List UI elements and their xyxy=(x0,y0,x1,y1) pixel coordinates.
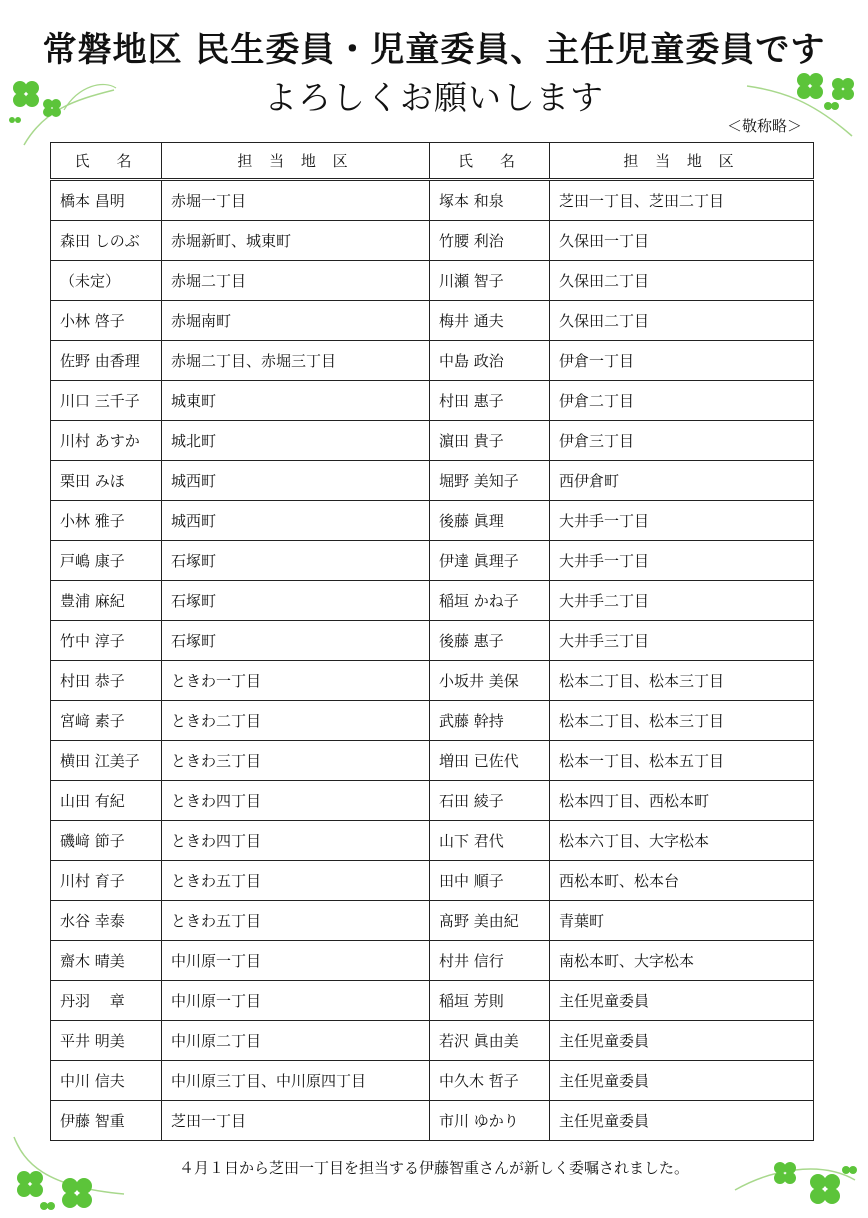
assigned-area-right: 久保田二丁目 xyxy=(550,301,814,341)
assigned-area-left: ときわ一丁目 xyxy=(162,661,430,701)
assigned-area-right: 大井手一丁目 xyxy=(550,501,814,541)
table-row xyxy=(51,821,814,861)
header-area-left: 担 当 地 区 xyxy=(162,143,430,180)
member-name-right: 増田 已佐代 xyxy=(430,741,550,781)
member-name-right: 川瀬 智子 xyxy=(430,261,550,301)
assigned-area-left: ときわ二丁目 xyxy=(162,701,430,741)
table-row xyxy=(51,741,814,781)
assigned-area-right: 久保田二丁目 xyxy=(550,261,814,301)
header-name-right: 氏 名 xyxy=(430,143,550,180)
member-name-right: 若沢 眞由美 xyxy=(430,1021,550,1061)
member-name-left: 横田 江美子 xyxy=(51,741,162,781)
member-name-left: 川口 三千子 xyxy=(51,381,162,421)
assigned-area-left: 城北町 xyxy=(162,421,430,461)
member-name-left: 磯﨑 節子 xyxy=(51,821,162,861)
assigned-area-left: 城西町 xyxy=(162,461,430,501)
assigned-area-left: 中川原一丁目 xyxy=(162,981,430,1021)
member-name-left: 橋本 昌明 xyxy=(51,180,162,221)
assigned-area-right: 大井手一丁目 xyxy=(550,541,814,581)
member-name-left: 水谷 幸泰 xyxy=(51,901,162,941)
table-row xyxy=(51,581,814,621)
assigned-area-left: 中川原二丁目 xyxy=(162,1021,430,1061)
member-name-right: 髙野 美由紀 xyxy=(430,901,550,941)
table-body xyxy=(51,180,814,1141)
assigned-area-left: 中川原三丁目、中川原四丁目 xyxy=(162,1061,430,1101)
header-area-right: 担 当 地 区 xyxy=(550,143,814,180)
table-row xyxy=(51,461,814,501)
assigned-area-right: 主任児童委員 xyxy=(550,981,814,1021)
assigned-area-left: ときわ五丁目 xyxy=(162,861,430,901)
table-row xyxy=(51,861,814,901)
member-name-left: 伊藤 智重 xyxy=(51,1101,162,1141)
table-row xyxy=(51,701,814,741)
honorific-note: ＜敬称略＞ xyxy=(726,117,802,135)
assigned-area-left: ときわ三丁目 xyxy=(162,741,430,781)
member-name-right: 梅井 通夫 xyxy=(430,301,550,341)
table-row xyxy=(51,261,814,301)
table-row xyxy=(51,1101,814,1141)
member-name-right: 塚本 和泉 xyxy=(430,180,550,221)
table-header-row xyxy=(51,143,814,180)
notice-text: ４月１日から芝田一丁目を担当する伊藤智重さんが新しく委嘱されました。 xyxy=(178,1159,689,1177)
table-row xyxy=(51,301,814,341)
table-row xyxy=(51,180,814,221)
table-row xyxy=(51,901,814,941)
member-name-left: （未定） xyxy=(51,261,162,301)
member-name-right: 山下 君代 xyxy=(430,821,550,861)
assigned-area-left: ときわ五丁目 xyxy=(162,901,430,941)
assigned-area-right: 伊倉二丁目 xyxy=(550,381,814,421)
clover-decoration-top-left xyxy=(4,70,124,150)
assigned-area-right: 伊倉三丁目 xyxy=(550,421,814,461)
member-name-right: 中島 政治 xyxy=(430,341,550,381)
assigned-area-right: 松本二丁目、松本三丁目 xyxy=(550,701,814,741)
clover-decoration-top-right xyxy=(742,66,864,146)
assigned-area-right: 松本一丁目、松本五丁目 xyxy=(550,741,814,781)
member-name-right: 濵田 貴子 xyxy=(430,421,550,461)
page-subtitle: よろしくお願いします xyxy=(264,78,604,117)
assigned-area-right: 久保田一丁目 xyxy=(550,221,814,261)
member-name-right: 石田 綾子 xyxy=(430,781,550,821)
table-row xyxy=(51,501,814,541)
table-row xyxy=(51,421,814,461)
member-name-left: 山田 有紀 xyxy=(51,781,162,821)
member-name-left: 小林 啓子 xyxy=(51,301,162,341)
assigned-area-left: 石塚町 xyxy=(162,581,430,621)
assigned-area-right: 青葉町 xyxy=(550,901,814,941)
member-name-left: 川村 あすか xyxy=(51,421,162,461)
member-name-left: 中川 信夫 xyxy=(51,1061,162,1101)
assigned-area-left: 赤堀南町 xyxy=(162,301,430,341)
member-name-left: 平井 明美 xyxy=(51,1021,162,1061)
member-name-right: 小坂井 美保 xyxy=(430,661,550,701)
table-row xyxy=(51,341,814,381)
member-name-left: 齋木 晴美 xyxy=(51,941,162,981)
member-name-right: 稲垣 かね子 xyxy=(430,581,550,621)
assigned-area-right: 芝田一丁目、芝田二丁目 xyxy=(550,180,814,221)
table-row xyxy=(51,1021,814,1061)
member-name-right: 伊達 眞理子 xyxy=(430,541,550,581)
assigned-area-right: 南松本町、大字松本 xyxy=(550,941,814,981)
assigned-area-left: ときわ四丁目 xyxy=(162,821,430,861)
member-name-right: 武藤 幹持 xyxy=(430,701,550,741)
member-name-right: 後藤 眞理 xyxy=(430,501,550,541)
assigned-area-right: 松本二丁目、松本三丁目 xyxy=(550,661,814,701)
table-row xyxy=(51,381,814,421)
page-title: 常磐地区 民生委員・児童委員、主任児童委員です xyxy=(42,30,826,70)
member-name-left: 森田 しのぶ xyxy=(51,221,162,261)
assigned-area-right: 大井手三丁目 xyxy=(550,621,814,661)
assigned-area-left: 赤堀二丁目 xyxy=(162,261,430,301)
assigned-area-left: 城西町 xyxy=(162,501,430,541)
assigned-area-left: 城東町 xyxy=(162,381,430,421)
table-row xyxy=(51,781,814,821)
member-name-left: 栗田 みほ xyxy=(51,461,162,501)
assigned-area-right: 主任児童委員 xyxy=(550,1021,814,1061)
member-name-left: 戸嶋 康子 xyxy=(51,541,162,581)
member-name-left: 宮﨑 素子 xyxy=(51,701,162,741)
assigned-area-left: ときわ四丁目 xyxy=(162,781,430,821)
table-row xyxy=(51,941,814,981)
assigned-area-left: 石塚町 xyxy=(162,621,430,661)
table-row xyxy=(51,621,814,661)
table-row xyxy=(51,661,814,701)
assigned-area-left: 赤堀新町、城東町 xyxy=(162,221,430,261)
member-name-right: 村井 信行 xyxy=(430,941,550,981)
committee-member-table xyxy=(50,142,814,1141)
member-name-left: 佐野 由香理 xyxy=(51,341,162,381)
member-name-right: 堀野 美知子 xyxy=(430,461,550,501)
member-name-right: 稲垣 芳則 xyxy=(430,981,550,1021)
assigned-area-right: 松本六丁目、大字松本 xyxy=(550,821,814,861)
table-row xyxy=(51,981,814,1021)
member-name-left: 豊浦 麻紀 xyxy=(51,581,162,621)
assigned-area-left: 赤堀一丁目 xyxy=(162,180,430,221)
member-name-right: 竹腰 利治 xyxy=(430,221,550,261)
assigned-area-right: 主任児童委員 xyxy=(550,1061,814,1101)
assigned-area-right: 伊倉一丁目 xyxy=(550,341,814,381)
table-row xyxy=(51,221,814,261)
member-name-right: 市川 ゆかり xyxy=(430,1101,550,1141)
member-name-left: 村田 恭子 xyxy=(51,661,162,701)
member-name-right: 後藤 惠子 xyxy=(430,621,550,661)
table-row xyxy=(51,541,814,581)
member-name-left: 竹中 淳子 xyxy=(51,621,162,661)
member-name-left: 小林 雅子 xyxy=(51,501,162,541)
assigned-area-right: 西伊倉町 xyxy=(550,461,814,501)
header-name-left: 氏 名 xyxy=(51,143,162,180)
assigned-area-right: 松本四丁目、西松本町 xyxy=(550,781,814,821)
table-row xyxy=(51,1061,814,1101)
assigned-area-right: 西松本町、松本台 xyxy=(550,861,814,901)
member-name-left: 丹羽 章 xyxy=(51,981,162,1021)
assigned-area-left: 中川原一丁目 xyxy=(162,941,430,981)
member-name-right: 中久木 哲子 xyxy=(430,1061,550,1101)
assigned-area-right: 主任児童委員 xyxy=(550,1101,814,1141)
member-name-right: 村田 惠子 xyxy=(430,381,550,421)
assigned-area-left: 赤堀二丁目、赤堀三丁目 xyxy=(162,341,430,381)
assigned-area-left: 芝田一丁目 xyxy=(162,1101,430,1141)
member-name-left: 川村 育子 xyxy=(51,861,162,901)
assigned-area-left: 石塚町 xyxy=(162,541,430,581)
member-name-right: 田中 順子 xyxy=(430,861,550,901)
assigned-area-right: 大井手二丁目 xyxy=(550,581,814,621)
